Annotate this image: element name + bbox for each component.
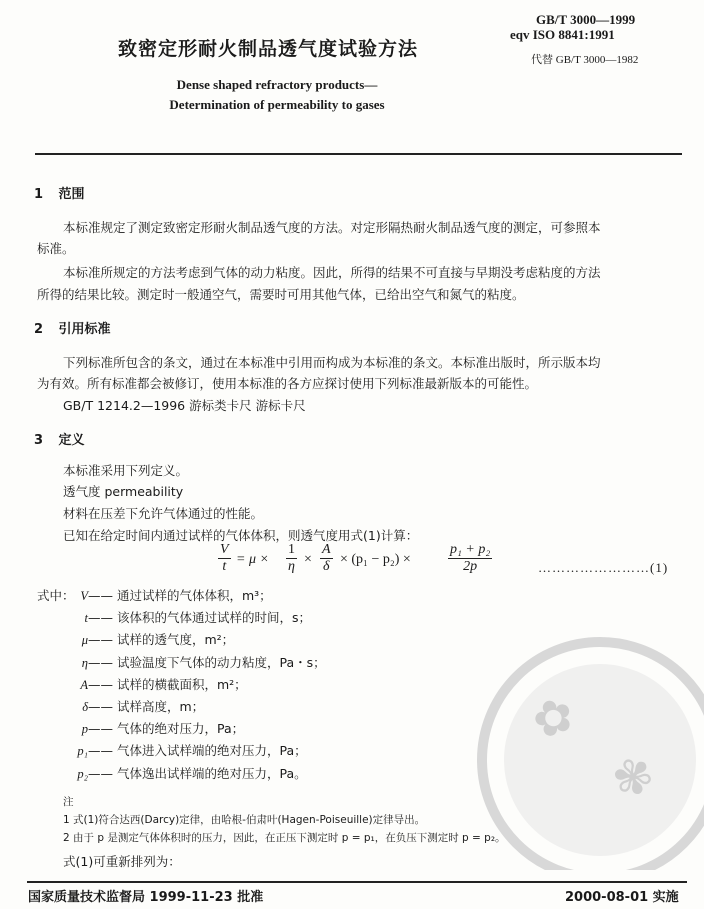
legend-description: —— 试验温度下气体的动力粘度，Pa・s； xyxy=(88,654,326,670)
legend-symbol: A xyxy=(80,677,88,692)
note-2: 2 由于 p 是测定气体体积时的压力，因此，在正压下测定时 p = p₁，在负压下测定时 p = p₂。 xyxy=(63,832,506,844)
fraction-v-over-t xyxy=(218,542,231,575)
fraction-mean-pressure xyxy=(448,542,492,575)
title-chinese: 致密定形耐火制品透气度试验方法 xyxy=(118,38,419,60)
formula-a: A xyxy=(322,542,331,557)
legend-description: —— 试样高度，m； xyxy=(88,699,205,714)
legend-row xyxy=(68,764,307,782)
legend-symbol: δ xyxy=(82,700,88,714)
section-3-title: 定义 xyxy=(58,433,85,448)
note-1: 1 式(1)符合达西(Darcy)定律，由哈根-伯肃叶(Hagen-Poiseuille)定律导出。 xyxy=(63,814,426,826)
formula-times: × xyxy=(304,552,312,567)
standard-number: GB/T 3000—1999 xyxy=(536,12,636,27)
fraction-a-over-delta xyxy=(320,542,333,575)
equation-number: ……………………(1) xyxy=(538,560,669,575)
section-2-paragraph-1b: 为有效。所有标准都会被修订，使用本标准的各方应探讨使用下列标准最新版本的可能性。 xyxy=(37,376,538,391)
approval-date: 国家质量技术监督局 1999-11-23 批准 xyxy=(28,890,264,905)
legend-description: —— 该体积的气体通过试样的时间，s； xyxy=(88,610,311,626)
equivalent-standard: eqv ISO 8841:1991 xyxy=(510,27,615,42)
formula-one: 1 xyxy=(288,542,295,557)
formula-p-sum: p₁ + p₂ xyxy=(450,542,491,557)
formula-eta: η xyxy=(288,559,295,574)
section-1-paragraph-1b: 标准。 xyxy=(37,241,75,256)
legend-row xyxy=(68,741,307,759)
implementation-date: 2000-08-01 实施 xyxy=(565,890,679,905)
legend-description: —— 气体逸出试样端的绝对压力，Pa。 xyxy=(88,765,307,781)
section-3-line-4: 已知在给定时间内通过试样的气体体积，则透气度用式(1)计算： xyxy=(63,528,419,543)
legend-description: —— 通过试样的气体体积，m³； xyxy=(88,588,272,603)
legend-symbol: μ xyxy=(81,633,88,648)
notes-label: 注 xyxy=(63,796,74,808)
section-3-number: 3 xyxy=(34,433,44,448)
legend-row xyxy=(68,675,247,693)
rearranged-lead: 式(1)可重新排列为： xyxy=(63,854,181,869)
legend-row xyxy=(68,697,204,715)
fraction-one-over-eta xyxy=(286,542,297,575)
svg-text:✿: ✿ xyxy=(524,684,582,752)
section-1-number: 1 xyxy=(34,187,44,202)
section-2-title: 引用标准 xyxy=(58,322,111,337)
legend-row xyxy=(68,653,326,671)
legend-symbol: η xyxy=(81,655,88,670)
legend-description: —— 试样的横截面积，m²； xyxy=(88,676,247,692)
section-3-line-1: 本标准采用下列定义。 xyxy=(63,463,189,478)
legend-prefix: 式中： xyxy=(37,588,75,603)
title-english-line1: Dense shaped refractory products— xyxy=(176,77,378,92)
title-english-line2: Determination of permeability to gases xyxy=(169,97,385,112)
formula-v: V xyxy=(220,542,229,557)
definition-text: 材料在压差下允许气体通过的性能。 xyxy=(63,506,264,521)
legend-description: —— 气体的绝对压力，Pa； xyxy=(88,721,245,737)
legend-row xyxy=(68,608,311,626)
footer-divider xyxy=(27,881,687,883)
formula-two-p: 2p xyxy=(463,559,478,574)
section-2-paragraph-1a: 下列标准所包含的条文，通过在本标准中引用而构成为本标准的条文。本标准出版时，所示版本均 xyxy=(63,355,601,370)
legend-symbol: p₁ xyxy=(77,744,88,759)
section-1-paragraph-2b: 所得的结果比较。测定时一般通空气，需要时可用其他气体，已给出空气和氮气的粘度。 xyxy=(37,287,525,302)
section-1-paragraph-2a: 本标准所规定的方法考虑到气体的动力粘度。因此，所得的结果不可直接与早期没考虑粘度的方法 xyxy=(63,265,601,280)
header-divider xyxy=(35,153,682,155)
definition-term: 透气度 permeability xyxy=(63,484,184,499)
watermark-stamp xyxy=(470,630,704,870)
legend-row xyxy=(68,586,272,604)
legend-row xyxy=(68,719,244,737)
legend-symbol: t xyxy=(84,611,88,626)
legend-symbol: V xyxy=(80,589,88,603)
replaces-standard: 代替 GB/T 3000—1982 xyxy=(531,54,639,66)
formula-equals-mu: = μ × xyxy=(236,552,269,567)
svg-text:✾: ✾ xyxy=(604,744,662,812)
legend-row xyxy=(68,630,234,648)
legend-symbol: p xyxy=(81,722,88,737)
legend-description: —— 试样的透气度，m²； xyxy=(88,632,235,648)
legend-description: —— 气体进入试样端的绝对压力，Pa； xyxy=(88,743,307,759)
section-3-heading xyxy=(34,429,85,448)
formula-t: t xyxy=(222,559,227,574)
legend-symbol: p₂ xyxy=(77,766,88,781)
section-1-heading xyxy=(34,183,85,202)
section-2-number: 2 xyxy=(34,322,44,337)
section-2-heading xyxy=(34,318,111,337)
standard-number-block xyxy=(510,12,635,42)
section-1-title: 范围 xyxy=(58,187,85,202)
formula-pressure-difference: × (p₁ − p₂) × xyxy=(340,552,411,567)
section-2-reference: GB/T 1214.2—1996 游标类卡尺 游标卡尺 xyxy=(63,398,306,413)
formula-delta: δ xyxy=(323,559,330,574)
section-1-paragraph-1a: 本标准规定了测定致密定形耐火制品透气度的方法。对定形隔热耐火制品透气度的测定，可参照本 xyxy=(63,220,601,235)
